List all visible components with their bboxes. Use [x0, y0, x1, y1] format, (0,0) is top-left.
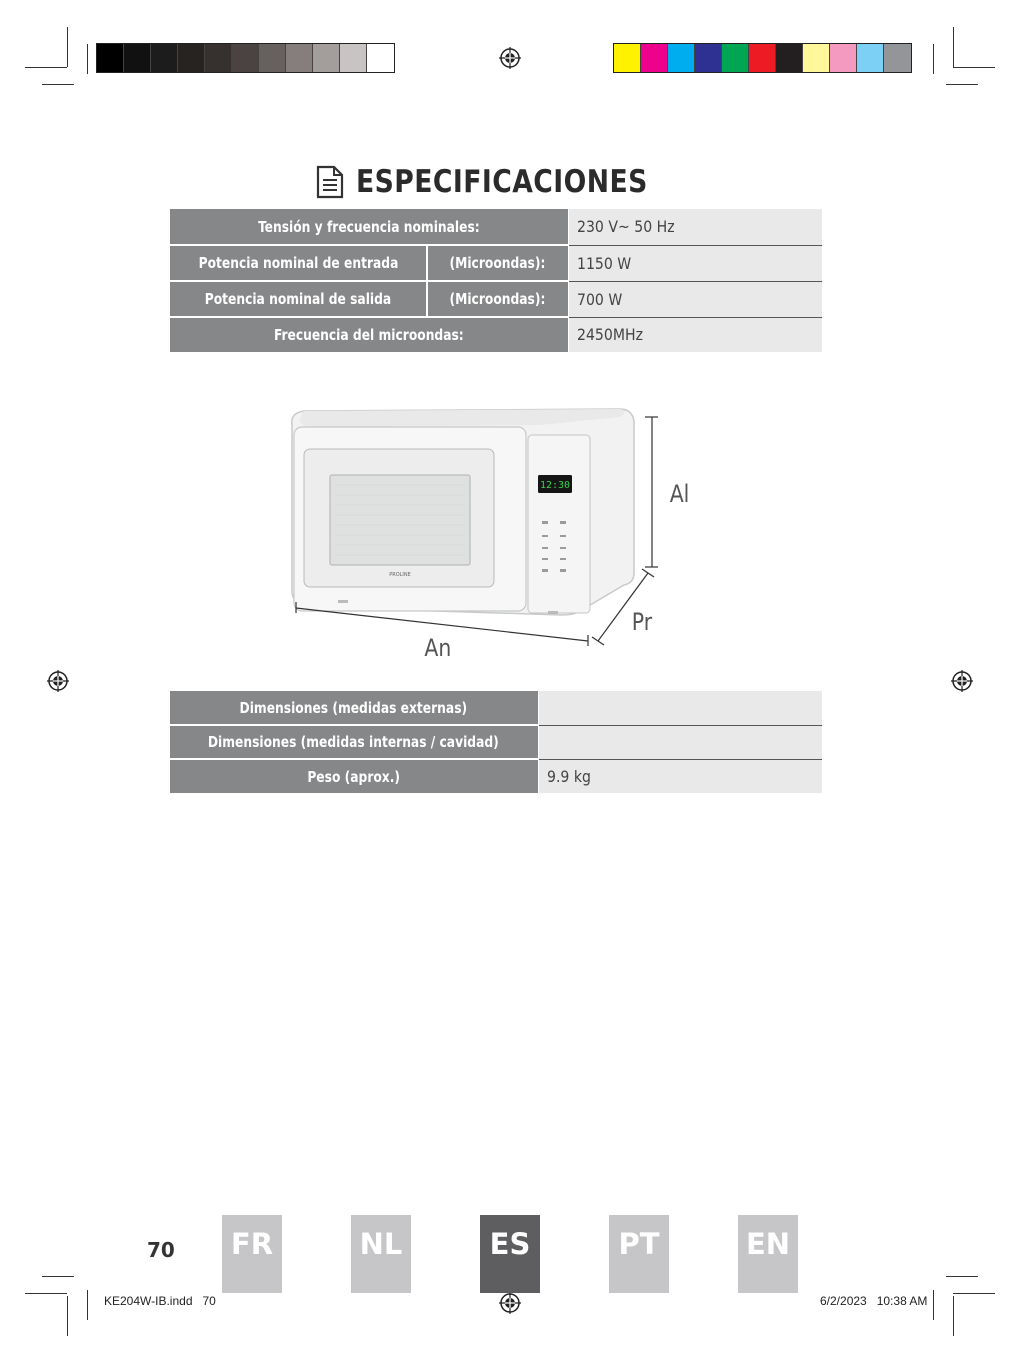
table-row [170, 245, 822, 281]
table-row [170, 725, 822, 759]
color-swatch [205, 44, 232, 72]
spec-sublabel: (Microondas): [449, 290, 546, 308]
color-swatch [749, 44, 776, 72]
crop-mark [25, 67, 67, 68]
specifications-table [170, 209, 822, 352]
crop-mark [42, 84, 74, 85]
color-swatch [830, 44, 857, 72]
spec-label: Potencia nominal de entrada [198, 254, 398, 272]
dimension-label: Dimensiones (medidas internas / cavidad) [208, 733, 500, 751]
page-number: 70 [147, 1238, 175, 1262]
table-row [170, 317, 822, 352]
crop-mark [953, 67, 995, 68]
color-swatch [641, 44, 668, 72]
registration-mark-icon [499, 47, 521, 69]
tab-es[interactable]: ES [480, 1215, 540, 1293]
color-swatch [259, 44, 286, 72]
crop-mark [25, 1293, 67, 1294]
crop-mark [953, 27, 954, 67]
color-swatch [884, 44, 911, 72]
color-swatch [313, 44, 340, 72]
svg-text:PROLINE: PROLINE [389, 572, 411, 578]
crop-mark [946, 84, 978, 85]
spec-value: 230 V~ 50 Hz [576, 217, 675, 237]
spec-sublabel: (Microondas): [449, 254, 546, 272]
crop-mark [953, 1293, 995, 1294]
registration-mark-icon [47, 670, 69, 692]
crop-mark [87, 44, 88, 74]
table-row [170, 209, 822, 245]
dimension-label: Peso (aprox.) [307, 767, 401, 786]
tab-fr[interactable]: FR [222, 1215, 282, 1293]
spec-value: 2450MHz [576, 325, 643, 345]
tab-pt[interactable]: PT [609, 1215, 669, 1293]
spec-label: Frecuencia del microondas: [273, 326, 464, 344]
crop-mark [67, 1296, 68, 1336]
depth-label: Pr [631, 608, 653, 636]
registration-mark-icon [951, 670, 973, 692]
color-swatch [124, 44, 151, 72]
dimension-label: Dimensiones (medidas externas) [239, 698, 468, 717]
crop-mark [67, 27, 68, 67]
color-swatch [803, 44, 830, 72]
color-swatch [614, 44, 641, 72]
table-row [170, 759, 822, 793]
spec-value: 700 W [576, 289, 622, 309]
microwave-dimensions-diagram [280, 405, 660, 655]
table-row [170, 281, 822, 317]
tab-en[interactable]: EN [738, 1215, 798, 1293]
crop-mark [42, 1276, 74, 1277]
crop-mark [933, 1290, 934, 1320]
process-color-bar [613, 43, 912, 73]
color-swatch [695, 44, 722, 72]
crop-mark [953, 1296, 954, 1336]
color-swatch [776, 44, 803, 72]
crop-mark [933, 44, 934, 74]
crop-mark [946, 1276, 978, 1277]
color-swatch [367, 44, 394, 72]
registration-mark-icon [499, 1292, 521, 1314]
spec-value: 1150 W [576, 253, 631, 273]
dimensions-table [170, 691, 822, 793]
color-swatch [232, 44, 259, 72]
height-label: Al [669, 480, 690, 508]
crop-mark [87, 1290, 88, 1320]
color-swatch [722, 44, 749, 72]
document-icon [316, 165, 344, 199]
color-swatch [286, 44, 313, 72]
color-swatch [151, 44, 178, 72]
door-window [330, 475, 470, 565]
control-panel [528, 435, 590, 613]
grayscale-color-bar [96, 43, 395, 73]
page-title: ESPECIFICACIONES [356, 164, 648, 200]
spec-label: Tensión y frecuencia nominales: [257, 217, 480, 236]
section-title [316, 160, 695, 204]
tab-nl[interactable]: NL [351, 1215, 411, 1293]
spec-label: Potencia nominal de salida [204, 290, 392, 308]
color-swatch [178, 44, 205, 72]
slug-file-info: KE204W-IB.indd 70 [104, 1294, 216, 1308]
color-swatch [857, 44, 884, 72]
slug-date-info: 6/2/2023 10:38 AM [820, 1294, 928, 1308]
color-swatch [668, 44, 695, 72]
width-label: An [424, 634, 452, 662]
color-swatch [340, 44, 367, 72]
color-swatch [97, 44, 124, 72]
display-time: 12:30 [539, 480, 571, 491]
dimension-value: 9.9 kg [546, 766, 591, 786]
table-row [170, 691, 822, 725]
